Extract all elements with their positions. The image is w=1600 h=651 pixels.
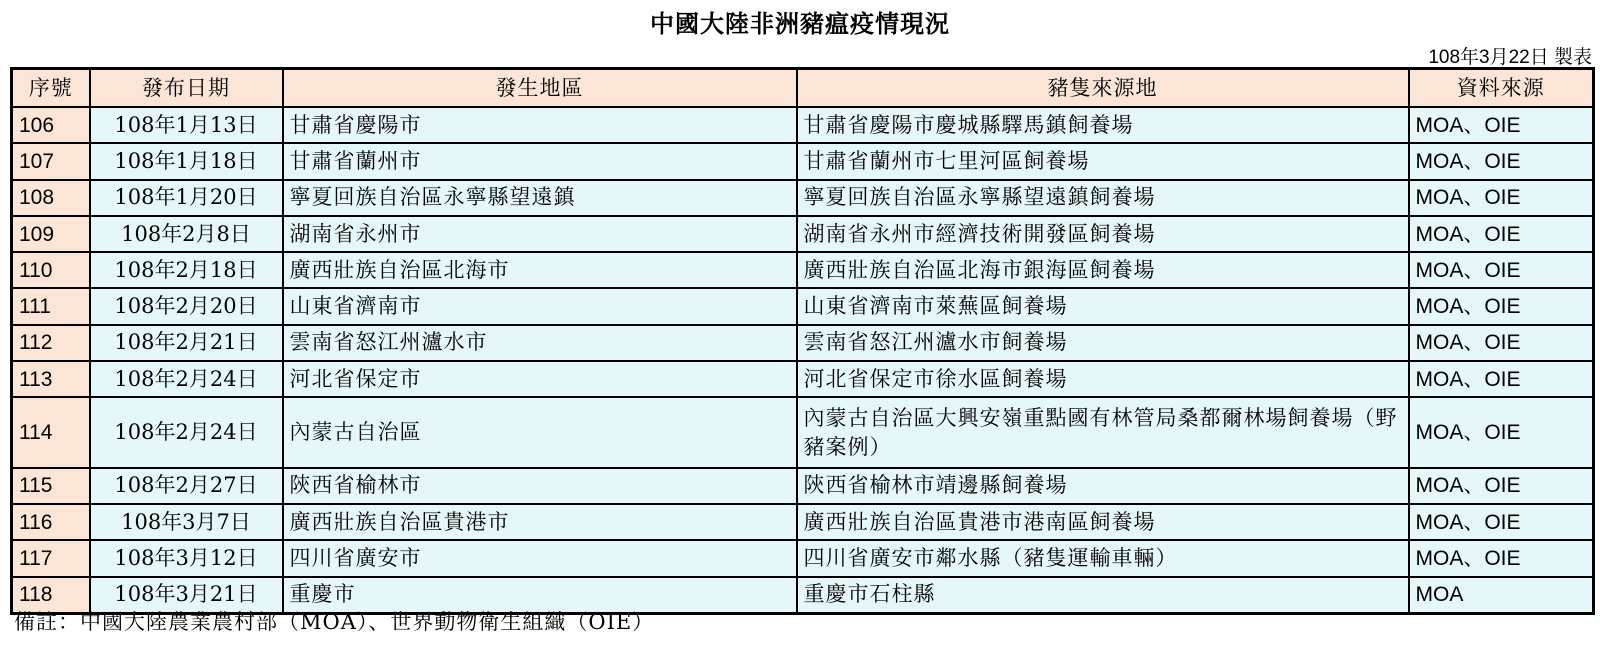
pig-origin-cell: 湖南省永州市經濟技術開發區飼養場	[797, 216, 1409, 252]
publish-date-cell: 108年3月21日	[90, 577, 283, 614]
header-publish-date: 發布日期	[90, 69, 283, 108]
pig-origin-cell: 內蒙古自治區大興安嶺重點國有林管局桑都爾林場飼養場（野豬案例）	[797, 397, 1409, 467]
location-cell: 陝西省榆林市	[283, 468, 797, 504]
publish-date-cell: 108年1月13日	[90, 107, 283, 143]
serial-cell: 117	[12, 540, 90, 576]
serial-cell: 113	[12, 361, 90, 397]
table-row	[12, 252, 1594, 288]
table-row	[12, 216, 1594, 252]
data-source-cell: MOA	[1409, 577, 1594, 614]
publish-date-cell: 108年2月8日	[90, 216, 283, 252]
location-cell: 廣西壯族自治區北海市	[283, 252, 797, 288]
table-row	[12, 468, 1594, 504]
pig-origin-cell: 廣西壯族自治區北海市銀海區飼養場	[797, 252, 1409, 288]
data-source-cell: MOA、OIE	[1409, 288, 1594, 324]
data-source-cell: MOA、OIE	[1409, 216, 1594, 252]
data-source-cell: MOA、OIE	[1409, 143, 1594, 179]
pig-origin-cell: 甘肅省蘭州市七里河區飼養場	[797, 143, 1409, 179]
table-row	[12, 361, 1594, 397]
pig-origin-cell: 四川省廣安市鄰水縣（豬隻運輸車輛）	[797, 540, 1409, 576]
table-header-row	[12, 69, 1594, 108]
publish-date-cell: 108年1月20日	[90, 180, 283, 216]
serial-cell: 110	[12, 252, 90, 288]
location-cell: 山東省濟南市	[283, 288, 797, 324]
table-row	[12, 397, 1594, 467]
location-cell: 寧夏回族自治區永寧縣望遠鎮	[283, 180, 797, 216]
table-row	[12, 540, 1594, 576]
serial-cell: 118	[12, 577, 90, 614]
data-source-cell: MOA、OIE	[1409, 325, 1594, 361]
data-source-cell: MOA、OIE	[1409, 361, 1594, 397]
table-row	[12, 288, 1594, 324]
data-source-cell: MOA、OIE	[1409, 504, 1594, 540]
location-cell: 內蒙古自治區	[283, 397, 797, 467]
footnote: 備註：中國大陸農業農村部（MOA）、世界動物衛生組織（OIE）	[14, 610, 655, 634]
pig-origin-cell: 山東省濟南市萊蕪區飼養場	[797, 288, 1409, 324]
location-cell: 甘肅省慶陽市	[283, 107, 797, 143]
serial-cell: 114	[12, 397, 90, 467]
header-location: 發生地區	[283, 69, 797, 108]
pig-origin-cell: 陝西省榆林市靖邊縣飼養場	[797, 468, 1409, 504]
location-cell: 廣西壯族自治區貴港市	[283, 504, 797, 540]
data-source-cell: MOA、OIE	[1409, 468, 1594, 504]
publish-date-cell: 108年2月24日	[90, 361, 283, 397]
table-row	[12, 504, 1594, 540]
date-made: 108年3月22日 製表	[1428, 47, 1592, 68]
header-serial: 序號	[12, 69, 90, 108]
data-source-cell: MOA、OIE	[1409, 540, 1594, 576]
publish-date-cell: 108年2月21日	[90, 325, 283, 361]
page-title: 中國大陸非洲豬瘟疫情現況	[650, 10, 950, 38]
pig-origin-cell: 河北省保定市徐水區飼養場	[797, 361, 1409, 397]
header-data-source: 資料來源	[1409, 69, 1594, 108]
serial-cell: 116	[12, 504, 90, 540]
table-row	[12, 143, 1594, 179]
serial-cell: 111	[12, 288, 90, 324]
location-cell: 四川省廣安市	[283, 540, 797, 576]
publish-date-cell: 108年3月12日	[90, 540, 283, 576]
publish-date-cell: 108年3月7日	[90, 504, 283, 540]
data-source-cell: MOA、OIE	[1409, 397, 1594, 467]
serial-cell: 106	[12, 107, 90, 143]
serial-cell: 107	[12, 143, 90, 179]
publish-date-cell: 108年2月18日	[90, 252, 283, 288]
pig-origin-cell: 甘肅省慶陽市慶城縣驛馬鎮飼養場	[797, 107, 1409, 143]
serial-cell: 109	[12, 216, 90, 252]
outbreak-table	[10, 67, 1595, 615]
location-cell: 河北省保定市	[283, 361, 797, 397]
serial-cell: 108	[12, 180, 90, 216]
serial-cell: 115	[12, 468, 90, 504]
serial-cell: 112	[12, 325, 90, 361]
table-row	[12, 180, 1594, 216]
location-cell: 湖南省永州市	[283, 216, 797, 252]
publish-date-cell: 108年1月18日	[90, 143, 283, 179]
pig-origin-cell: 廣西壯族自治區貴港市港南區飼養場	[797, 504, 1409, 540]
data-source-cell: MOA、OIE	[1409, 180, 1594, 216]
header-pig-origin: 豬隻來源地	[797, 69, 1409, 108]
pig-origin-cell: 寧夏回族自治區永寧縣望遠鎮飼養場	[797, 180, 1409, 216]
pig-origin-cell: 重慶市石柱縣	[797, 577, 1409, 614]
publish-date-cell: 108年2月27日	[90, 468, 283, 504]
table-row	[12, 107, 1594, 143]
data-source-cell: MOA、OIE	[1409, 252, 1594, 288]
table-row	[12, 325, 1594, 361]
publish-date-cell: 108年2月24日	[90, 397, 283, 467]
data-source-cell: MOA、OIE	[1409, 107, 1594, 143]
location-cell: 重慶市	[283, 577, 797, 614]
pig-origin-cell: 雲南省怒江州瀘水市飼養場	[797, 325, 1409, 361]
publish-date-cell: 108年2月20日	[90, 288, 283, 324]
location-cell: 甘肅省蘭州市	[283, 143, 797, 179]
location-cell: 雲南省怒江州瀘水市	[283, 325, 797, 361]
